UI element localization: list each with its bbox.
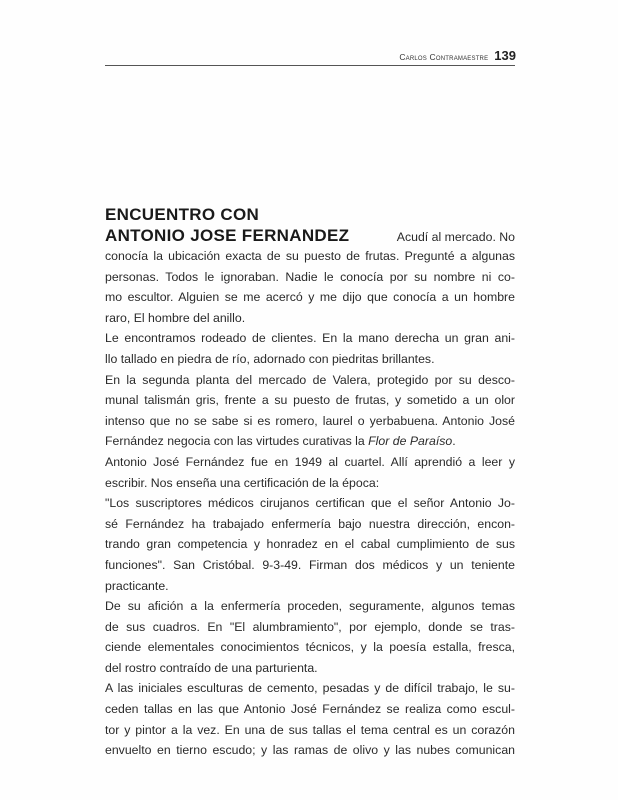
body-line: A las iniciales esculturas de cemento, pesadas y de difícil trabajo, le su- bbox=[105, 681, 515, 696]
body-line: munal talismán gris, frente a su puesto de frutas, y sometido a un olor bbox=[105, 393, 515, 408]
body-line: sé Fernández ha trabajado enfermería bajo nuestra dirección, encon- bbox=[105, 516, 515, 531]
body-line: Antonio José Fernández fue en 1949 al cuartel. Allí aprendió a leer y bbox=[105, 454, 515, 469]
italic-suffix: . bbox=[452, 434, 456, 449]
body-line: tor y pintor a la vez. En una de sus tallas el tema central es un corazón bbox=[105, 722, 515, 737]
header-rule bbox=[105, 65, 515, 66]
page-number: 139 bbox=[494, 48, 516, 63]
article-title-line-2: ANTONIO JOSE FERNANDEZ bbox=[105, 226, 350, 245]
body-line: trando gran competencia y honradez en el cabal cumplimiento de sus bbox=[105, 537, 515, 552]
italic-phrase: Flor de Paraíso bbox=[368, 434, 453, 449]
body-line: escribir. Nos enseña una certificación de la época: bbox=[105, 475, 380, 490]
body-line: Le encontramos rodeado de clientes. En la mano derecha un gran ani- bbox=[105, 331, 515, 346]
body-line: En la segunda planta del mercado de Valera, protegido por su desco- bbox=[105, 372, 515, 387]
article bbox=[105, 204, 515, 761]
article-title-line-1: ENCUENTRO CON bbox=[105, 205, 260, 224]
body-line: envuelto en tierno escudo; y las ramas de olivo y las nubes comunican bbox=[105, 743, 515, 758]
body-line: "Los suscriptores médicos cirujanos certifican que el señor Antonio Jo- bbox=[105, 496, 515, 511]
running-header bbox=[390, 48, 516, 66]
body-line: funciones". San Cristóbal. 9-3-49. Firman dos médicos y un teniente bbox=[105, 557, 515, 572]
body-line-text: Fernández negocia con las virtudes curativas la bbox=[105, 434, 369, 449]
body-line: mo escultor. Alguien se me acercó y me dijo que conocía a un hombre bbox=[105, 290, 515, 305]
body-line: De su afición a la enfermería proceden, seguramente, algunos temas bbox=[105, 599, 515, 614]
body-line: intenso que no se sabe si es romero, laurel o yerbabuena. Antonio José bbox=[105, 413, 515, 428]
body-line: practicante. bbox=[105, 578, 169, 593]
header-author: Carlos Contramaestre bbox=[399, 52, 489, 62]
body-line: ciende elementales conocimientos técnicos, y la poesía estalla, fresca, bbox=[105, 640, 515, 655]
body-line: de sus cuadros. En "El alumbramiento", por ejemplo, donde se tras- bbox=[105, 619, 515, 634]
body-line: llo tallado en piedra de río, adornado con piedritas brillantes. bbox=[105, 351, 435, 366]
body-line: conocía la ubicación exacta de su puesto de frutas. Pregunté a algunas bbox=[105, 249, 515, 263]
body-line: Acudí al mercado. No bbox=[396, 230, 515, 244]
body-line: personas. Todos le ignoraban. Nadie le conocía por su nombre ni co- bbox=[105, 269, 515, 284]
article-body bbox=[105, 246, 515, 761]
body-line: del rostro contraído de una parturienta. bbox=[105, 660, 318, 675]
body-line-with-italic bbox=[105, 431, 515, 452]
body-line: ceden tallas en las que Antonio José Fernández se realiza como escul- bbox=[105, 702, 515, 717]
title-and-first-line bbox=[105, 225, 515, 246]
body-line: raro, El hombre del anillo. bbox=[105, 310, 246, 325]
